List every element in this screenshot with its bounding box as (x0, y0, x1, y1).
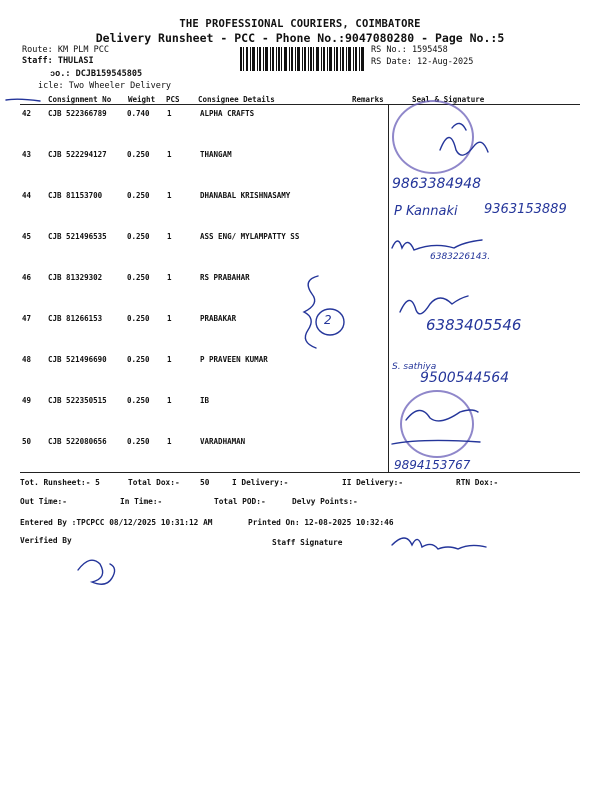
row-pcs: 1 (167, 191, 172, 200)
row-sl-no: 48 (22, 355, 32, 364)
staff-signature-label: Staff Signature (272, 538, 343, 547)
row-pcs: 1 (167, 437, 172, 446)
row-pcs: 1 (167, 396, 172, 405)
rtn-dox-label: RTN Dox:- (456, 478, 499, 487)
row-sl-no: 44 (22, 191, 32, 200)
row-consignee: RS PRABAHAR (200, 273, 250, 282)
vehicle-label: icle: Two Wheeler Delivery (38, 81, 172, 91)
row-weight: 0.250 (127, 191, 150, 200)
col-seal-signature: Seal & Signature (412, 95, 485, 104)
handwritten-circled-number: 2 (324, 313, 332, 327)
row-weight: 0.250 (127, 273, 150, 282)
rs-date: RS Date: 12-Aug-2025 (371, 57, 474, 67)
row-consignee: P PRAVEEN KUMAR (200, 355, 268, 364)
handwritten-name-44: P Kannaki (394, 204, 458, 219)
rs-number: RS No.: 1595458 (371, 45, 448, 55)
row-weight: 0.250 (127, 396, 150, 405)
row-consignee: THANGAM (200, 150, 232, 159)
total-pod-label: Total POD:- (214, 497, 266, 506)
row-consignment-no: CJB 522350515 (48, 396, 107, 405)
row-weight: 0.250 (127, 437, 150, 446)
handwritten-phone-44: 9363153889 (484, 202, 567, 217)
row-consignee: ALPHA CRAFTS (200, 109, 255, 118)
col-pcs: PCS (166, 95, 180, 104)
row-pcs: 1 (167, 232, 172, 241)
bracket-mark (304, 276, 318, 348)
signature-scribble-50 (392, 440, 480, 444)
col-weight: Weight (128, 95, 156, 104)
entered-by: Entered By :TPCPCC 08/12/2025 10:31:12 AM (20, 518, 213, 527)
row-pcs: 1 (167, 150, 172, 159)
handwritten-name-48: S. sathiya (392, 362, 437, 372)
row-pcs: 1 (167, 109, 172, 118)
row-pcs: 1 (167, 355, 172, 364)
handwritten-phone-47: 6383405546 (426, 316, 522, 334)
printed-on: Printed On: 12-08-2025 10:32:46 (248, 518, 394, 527)
runsheet-title: Delivery Runsheet - PCC - Phone No.:9047080280 - Page No.:5 (95, 31, 505, 45)
col-consignment-no: Consignment No (48, 95, 112, 104)
total-runsheet: Tot. Runsheet:- 5 (20, 478, 100, 487)
in-time-label: In Time:- (120, 497, 163, 506)
row-consignee: ASS ENG/ MYLAMPATTY SS (200, 232, 300, 241)
row-consignment-no: CJB 521496690 (48, 355, 107, 364)
delivery-points-label: Delvy Points:- (292, 497, 358, 506)
signature-scribble-45 (392, 240, 482, 250)
verified-by-label: Verified By (20, 536, 72, 545)
handwritten-phone-43: 9863384948 (392, 176, 482, 192)
pen-dash-mark (6, 99, 40, 101)
staff-signature-scribble (392, 538, 486, 549)
verifier-initials (78, 560, 115, 584)
signature-scribble-42 (452, 123, 466, 130)
i-delivery-label: I Delivery:- (232, 478, 289, 487)
row-consignment-no: CJB 81153700 (48, 191, 103, 200)
signature-scribble-43 (440, 138, 488, 156)
total-dox-label: Total Dox:- (128, 478, 180, 487)
handwritten-phone-45: 6383226143. (430, 252, 491, 262)
row-pcs: 1 (167, 273, 172, 282)
row-sl-no: 46 (22, 273, 32, 282)
row-weight: 0.740 (127, 109, 150, 118)
company-name: THE PROFESSIONAL COURIERS, COIMBATORE (179, 18, 421, 30)
row-weight: 0.250 (127, 314, 150, 323)
signature-scribble-46 (400, 296, 468, 314)
row-sl-no: 43 (22, 150, 32, 159)
total-dox-value: 50 (200, 478, 210, 487)
staff-label: Staff: THULASI (22, 56, 94, 66)
row-sl-no: 49 (22, 396, 32, 405)
row-consignee: DHANABAL KRISHNASAMY (200, 191, 291, 200)
out-time-label: Out Time:- (20, 497, 67, 506)
row-sl-no: 47 (22, 314, 32, 323)
row-consignee: VARADHAMAN (200, 437, 246, 446)
row-weight: 0.250 (127, 355, 150, 364)
row-weight: 0.250 (127, 150, 150, 159)
col-consignee-details: Consignee Details (198, 95, 275, 104)
handwritten-phone-48: 9500544564 (420, 370, 510, 386)
route-label: Route: KM PLM PCC (22, 45, 109, 55)
row-consignee: PRABAKAR (200, 314, 237, 323)
row-weight: 0.250 (127, 232, 150, 241)
row-consignment-no: CJB 522080656 (48, 437, 107, 446)
row-sl-no: 45 (22, 232, 32, 241)
row-sl-no: 42 (22, 109, 32, 118)
row-pcs: 1 (167, 314, 172, 323)
row-consignment-no: CJB 81329302 (48, 273, 103, 282)
row-consignment-no: CJB 81266153 (48, 314, 103, 323)
col-remarks: Remarks (352, 95, 384, 104)
row-consignment-no: CJB 522294127 (48, 150, 107, 159)
row-consignment-no: CJB 521496535 (48, 232, 107, 241)
handwritten-phone-50: 9894153767 (394, 458, 471, 472)
signature-scribble-49 (406, 410, 478, 421)
runsheet-number: ↄo.: DCJB159545805 (50, 69, 143, 79)
row-consignee: IB (200, 396, 210, 405)
ii-delivery-label: II Delivery:- (342, 478, 404, 487)
row-sl-no: 50 (22, 437, 32, 446)
row-consignment-no: CJB 522366789 (48, 109, 107, 118)
